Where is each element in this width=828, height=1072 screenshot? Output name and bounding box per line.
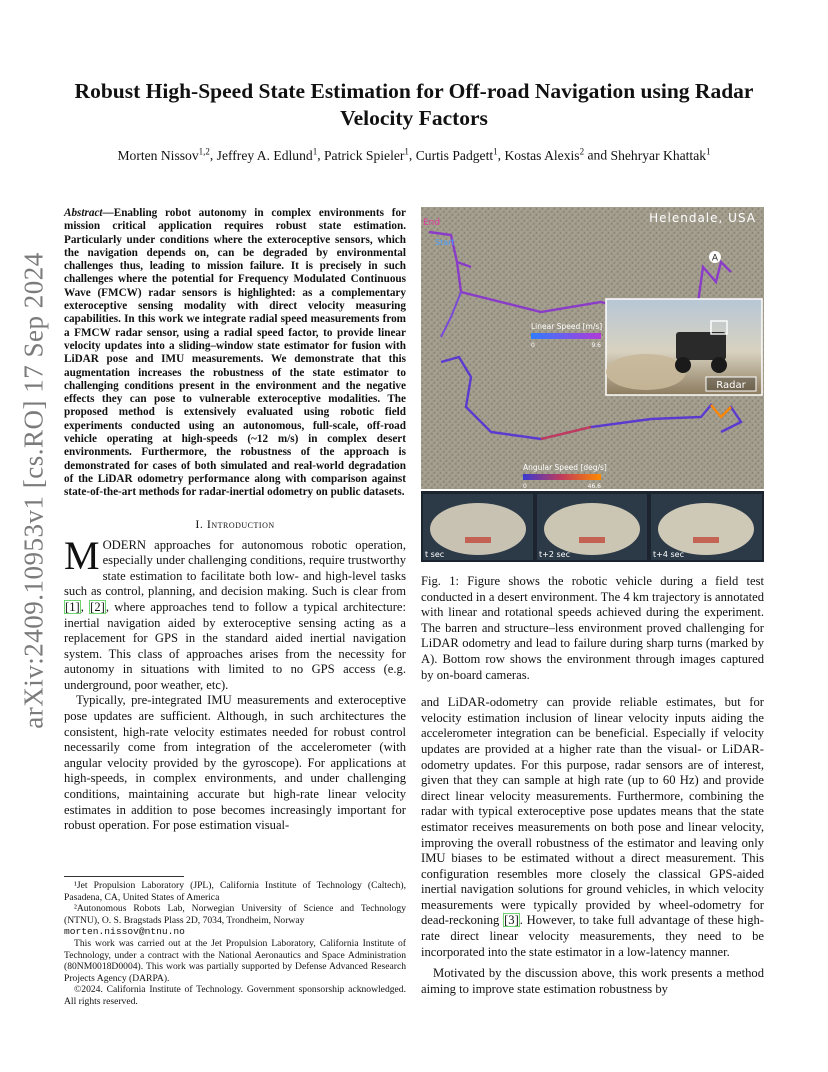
- author-affiliation: 1,2: [198, 146, 210, 156]
- footnote-email: morten.nissov@ntnu.no: [64, 926, 185, 938]
- abstract-text: —Enabling robot autonomy in complex environments for mission critical application requires robust state estimation. Particularly under conditions where the exteroceptive sensors, which the navigation depends on, can be degraded by environmental challenges thus, leading to mission failure. It is precisely in such challenges where the potential for Frequency Modulated Continuous Wave (FMCW) radar sensors is highlighted: as a complementary exteroceptive sensing modality with direct velocity measuring capabilities. In this work we integrate radial speed measurements from a FMCW radar sensor, using a radial speed factor, to provide linear velocity updates into a sliding–window state estimator for fusion with LiDAR pose and IMU measurements. We demonstrate that this augmentation increases the robustness of the state estimator to challenging conditions present in the environment and the negative effects they can pose to vulnerable exteroceptive modalities. The proposed method is extensively evaluated using robotic field experiments conducted using an autonomous, full-scale, off-road vehicle operating at high-speeds (~12 m/s) in complex desert environments. Furthermore, the robustness of the approach is demonstrated for cases of both simulated and real-world degradation of the LiDAR odometry performance along with comparison against state-of-the-art methods for radar-inertial odometry on public datasets.: [64, 207, 406, 499]
- author-6: [611, 148, 711, 163]
- intro-paragraph-1: MODERN approaches for autonomous robotic operation, especially under challenging conditions, require trustworthy state estimation to facilitate both low- and high-level tasks such as control, planning, and decision making. Such is clear from [1], [2], where approaches tend to follow a typical architecture: inertial navigation aided by exteroceptive sensing acting as a replacement for GPS in the standard aided inertial navigation system. This class of approaches arises from the necessity for autonomy in situations with limited to no GPS access (e.g. underground, poor weather, etc).: [64, 532, 407, 692]
- author-name: Curtis Padgett: [415, 147, 494, 163]
- footnote-ntnu: ²Autonomous Robots Lab, Norwegian University of Science and Technology (NTNU), O. S. Bragstads Plass 2D, 7034, Trondheim, Norway: [64, 903, 406, 926]
- author-name: Patrick Spieler: [324, 147, 405, 163]
- figure-1: [421, 207, 764, 562]
- right-column: [421, 207, 764, 997]
- author-5: [504, 148, 584, 163]
- failure-marker-label: A: [711, 253, 719, 264]
- author-affiliation: 1: [706, 146, 711, 156]
- figure-1-image: [421, 207, 764, 562]
- section-heading-introduction: I. Introduction: [195, 516, 275, 531]
- abstract-lead: Abstract: [64, 207, 103, 219]
- angular-speed-max: 46.6: [587, 483, 601, 490]
- author-affiliation: 1: [404, 146, 409, 156]
- end-label: End: [423, 218, 441, 228]
- intro-paragraph-4: Motivated by the discussion above, this work presents a method aiming to improve state estimation robustness by: [421, 966, 764, 996]
- angular-speed-min: 0: [523, 483, 527, 490]
- footnote-jpl: ¹Jet Propulsion Laboratory (JPL), California Institute of Technology (Caltech), Pasadena, CA, United States of America: [64, 880, 406, 903]
- abstract: [64, 207, 406, 500]
- author-affiliation: 1: [493, 146, 498, 156]
- author-affiliation: 2: [579, 146, 585, 156]
- camera-label-1: t sec: [425, 550, 445, 559]
- author-name: Kostas Alexis: [504, 147, 580, 163]
- author-1: [117, 148, 209, 163]
- author-name: Morten Nissov: [117, 147, 199, 163]
- vehicle-photo-inset: [606, 299, 762, 395]
- intro-paragraph-2: Typically, pre-integrated IMU measurements and exteroceptive pose updates are sufficient. Although, in such architectures the consistent, high-rate velocity estimates needed for robust control necessarily come from integration of the accelerometer (with angular velocity provided by the gyroscope). For applications at high-speeds, in complex environments, and under challenging conditions, maintaining accurate but high-rate linear velocity estimates in addition to pose becomes increasingly important for robust operation. For pose estimation visual-: [64, 693, 406, 833]
- introduction-text: [64, 532, 407, 834]
- citation-link-3[interactable]: [3]: [504, 913, 519, 928]
- author-4: [416, 148, 498, 163]
- author-2: [217, 148, 318, 163]
- introduction-continued: [421, 695, 764, 997]
- location-label: Helendale, USA: [649, 211, 756, 225]
- linear-speed-min: 0: [531, 342, 535, 349]
- citation-link-1[interactable]: [1]: [65, 599, 80, 614]
- author-affiliation: 1: [312, 146, 318, 156]
- intro-paragraph-3: and LiDAR-odometry can provide reliable estimates, but for velocity estimation inclusion of linear velocity inputs aiding the accelerometer integration can be beneficial. Especially if velocity updates are provided at a higher rate than the visual- or LiDAR-odometry updates. For this purpose, radar sensors are of interest, given that they can sample at high rate (up to 60 Hz) and provide direct linear velocity measurements. Furthermore, combining the radar with typical exteroceptive pose updates means that the state estimator receives measurements on both pose and linear velocity, improving the overall robustness of the estimator and leaving only IMU biases to be estimated without a direct measurement. This configuration resembles more closely the classical GPS-aided inertial navigation solutions for ground vehicles, in which velocity measurements were typically provided by wheel-odometry for dead-reckoning [3]. However, to take full advantage of these high-rate direct linear velocity measurements, they need to be incorporated into the state estimator in a low-latency manner.: [421, 695, 764, 959]
- figure-1-caption: Fig. 1: Figure shows the robotic vehicle during a field test conducted in a desert environment. The 4 km trajectory is annotated with linear and rotational speeds achieved during the experiment. The barren and structure–less environment proved challenging for LiDAR odometry and lead to failure during sharp turns (marked by A). Bottom row shows the environment through images captured by on-board cameras.: [421, 574, 764, 682]
- camera-row: [421, 491, 764, 562]
- footnote-rule: [64, 876, 184, 877]
- camera-label-2: t+2 sec: [539, 550, 570, 559]
- citation-link-2[interactable]: [2]: [90, 599, 105, 614]
- start-label: Start: [435, 238, 455, 247]
- author-list: Morten Nissov$^{1,2}$, Jeffrey A. Edlund$^1$, Patrick Spieler$^1$, Curtis Padgett$^1$, Kostas Alexis$^2$ and Shehryar Khattak$^1$: [117, 146, 711, 163]
- author-name: Jeffrey A. Edlund: [216, 147, 313, 163]
- angular-speed-colorbar: [523, 474, 601, 480]
- camera-label-3: t+4 sec: [653, 550, 684, 559]
- arxiv-identifier: arXiv:2409.10953v1 [cs.RO] 17 Sep 2024: [18, 251, 49, 729]
- linear-speed-colorbar: [531, 333, 601, 339]
- footnotes: [64, 876, 406, 1008]
- author-3: [324, 148, 409, 163]
- drop-cap: M: [64, 532, 100, 578]
- radar-label: Radar: [716, 380, 746, 391]
- author-name: Shehryar Khattak: [610, 147, 707, 163]
- linear-speed-label: Linear Speed [m/s]: [531, 322, 603, 331]
- paper-title: Robust High-Speed State Estimation for Off-road Navigation using Radar Velocity Factors: [74, 79, 754, 130]
- footnote-copyright: ©2024. California Institute of Technology. Government sponsorship acknowledged. All rights reserved.: [64, 984, 406, 1007]
- angular-speed-label: Angular Speed [deg/s]: [523, 463, 607, 472]
- footnote-funding: This work was carried out at the Jet Propulsion Laboratory, California Institute of Technology, under a contract with the National Aeronautics and Space Administration (80NM0018D0004). This work was partially supported by Defense Advanced Research Projects Agency (DARPA).: [64, 937, 406, 984]
- linear-speed-max: 9.6: [591, 342, 601, 349]
- left-column: [64, 207, 406, 834]
